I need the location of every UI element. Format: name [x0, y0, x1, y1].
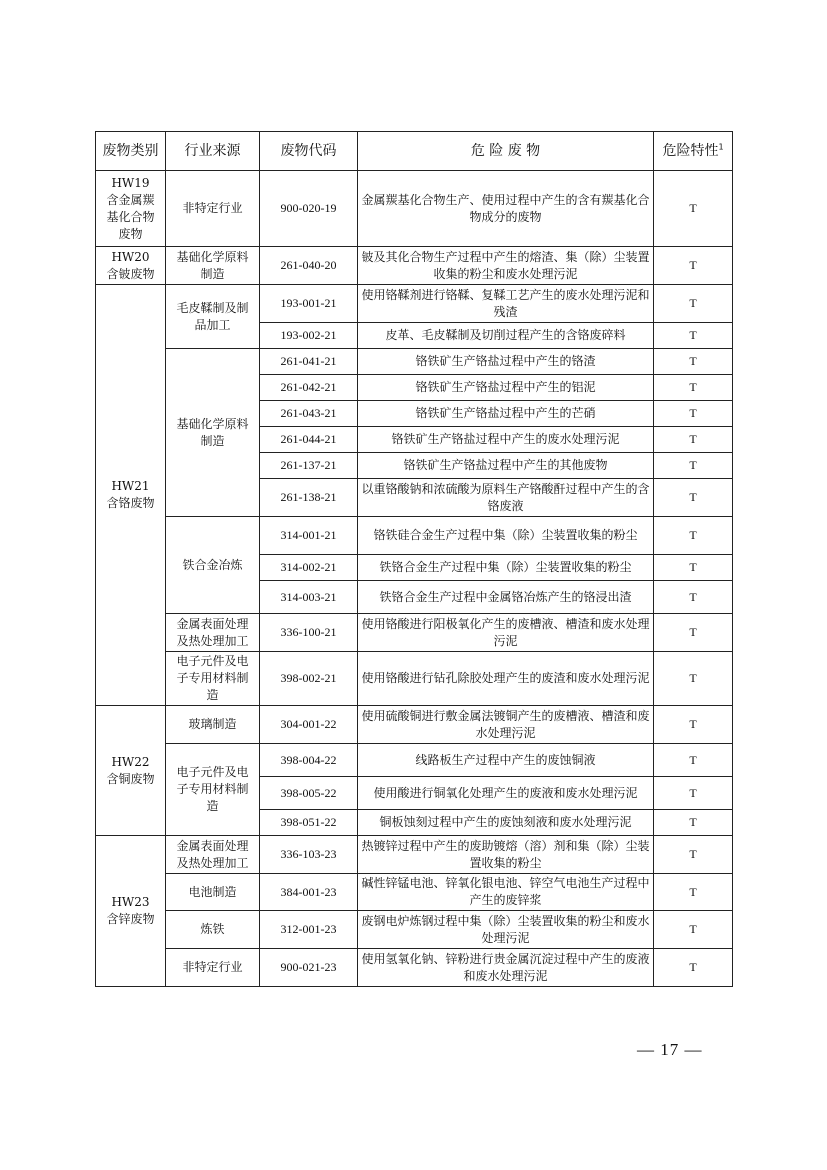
cell-waste-code: 336-103-23 — [260, 836, 358, 874]
cell-waste-code: 398-051-22 — [260, 810, 358, 836]
cell-waste-description: 铁铬合金生产过程中集（除）尘装置收集的粉尘 — [358, 555, 654, 581]
cell-waste-description: 使用铬鞣剂进行铬鞣、复鞣工艺产生的废水处理污泥和残渣 — [358, 285, 654, 323]
cell-waste-code: 261-042-21 — [260, 375, 358, 401]
header-property — [654, 132, 733, 171]
page-number: — 17 — — [637, 1040, 703, 1059]
cell-hazard-property: T — [654, 453, 733, 479]
cell-waste-code: 314-002-21 — [260, 555, 358, 581]
cell-hazard-property: T — [654, 581, 733, 614]
cell-waste-description: 铬铁矿生产铬盐过程中产生的其他废物 — [358, 453, 654, 479]
cell-hazard-property: T — [654, 874, 733, 911]
table-row — [96, 836, 733, 874]
header-industry: 行业来源 — [166, 132, 260, 171]
table-row — [96, 744, 733, 777]
cell-industry-source: 毛皮鞣制及制 品加工 — [166, 285, 260, 349]
cell-waste-description: 铜板蚀刻过程中产生的废蚀刻液和废水处理污泥 — [358, 810, 654, 836]
table-row — [96, 247, 733, 285]
table-row — [96, 949, 733, 987]
header-category: 废物类别 — [96, 132, 166, 171]
cell-waste-description: 皮革、毛皮鞣制及切削过程产生的含铬废碎料 — [358, 323, 654, 349]
cell-hazard-property: T — [654, 247, 733, 285]
cell-industry-source: 基础化学原料 制造 — [166, 247, 260, 285]
cell-hazard-property: T — [654, 777, 733, 810]
cell-hazard-property: T — [654, 323, 733, 349]
cell-waste-code: 900-020-19 — [260, 171, 358, 247]
cell-waste-description: 线路板生产过程中产生的废蚀铜液 — [358, 744, 654, 777]
cell-waste-description: 使用硫酸铜进行敷金属法镀铜产生的废槽液、槽渣和废水处理污泥 — [358, 706, 654, 744]
cell-hazard-property: T — [654, 349, 733, 375]
cell-waste-description: 使用氢氧化钠、锌粉进行贵金属沉淀过程中产生的废液和废水处理污泥 — [358, 949, 654, 987]
table-row — [96, 614, 733, 652]
table-row — [96, 911, 733, 949]
cell-industry-source: 非特定行业 — [166, 171, 260, 247]
table-row — [96, 874, 733, 911]
cell-waste-code: 398-004-22 — [260, 744, 358, 777]
cell-waste-description: 铬铁矿生产铬盐过程中产生的芒硝 — [358, 401, 654, 427]
cell-waste-description: 铬铁硅合金生产过程中集（除）尘装置收集的粉尘 — [358, 517, 654, 555]
cell-waste-code: 900-021-23 — [260, 949, 358, 987]
table-row — [96, 285, 733, 323]
cell-hazard-property: T — [654, 285, 733, 323]
cell-waste-description: 铬铁矿生产铬盐过程中产生的铬渣 — [358, 349, 654, 375]
cell-hazard-property: T — [654, 836, 733, 874]
cell-waste-code: 261-044-21 — [260, 427, 358, 453]
cell-industry-source: 炼铁 — [166, 911, 260, 949]
cell-waste-description: 以重铬酸钠和浓硫酸为原料生产铬酸酐过程中产生的含铬废液 — [358, 479, 654, 517]
cell-waste-code: 193-002-21 — [260, 323, 358, 349]
cell-waste-description: 废钢电炉炼钢过程中集（除）尘装置收集的粉尘和废水处理污泥 — [358, 911, 654, 949]
cell-waste-category: HW21 含铬废物 — [96, 285, 166, 706]
cell-hazard-property: T — [654, 810, 733, 836]
cell-industry-source: 电子元件及电 子专用材料制 造 — [166, 652, 260, 706]
cell-waste-description: 金属羰基化合物生产、使用过程中产生的含有羰基化合物成分的废物 — [358, 171, 654, 247]
cell-waste-category: HW22 含铜废物 — [96, 706, 166, 836]
cell-hazard-property: T — [654, 614, 733, 652]
cell-hazard-property: T — [654, 171, 733, 247]
cell-waste-code: 314-003-21 — [260, 581, 358, 614]
table-row — [96, 706, 733, 744]
cell-waste-description: 铍及其化合物生产过程中产生的熔渣、集（除）尘装置收集的粉尘和废水处理污泥 — [358, 247, 654, 285]
cell-hazard-property: T — [654, 949, 733, 987]
cell-industry-source: 电子元件及电 子专用材料制 造 — [166, 744, 260, 836]
cell-waste-description: 使用铬酸进行钻孔除胶处理产生的废渣和废水处理污泥 — [358, 652, 654, 706]
table-row — [96, 349, 733, 375]
cell-waste-category: HW19 含金属羰 基化合物 废物 — [96, 171, 166, 247]
cell-hazard-property: T — [654, 555, 733, 581]
cell-waste-description: 铁铬合金生产过程中金属铬冶炼产生的铬浸出渣 — [358, 581, 654, 614]
cell-waste-code: 261-043-21 — [260, 401, 358, 427]
cell-hazard-property: T — [654, 427, 733, 453]
cell-waste-code: 261-138-21 — [260, 479, 358, 517]
cell-hazard-property: T — [654, 375, 733, 401]
cell-industry-source: 电池制造 — [166, 874, 260, 911]
cell-hazard-property: T — [654, 744, 733, 777]
cell-industry-source: 金属表面处理 及热处理加工 — [166, 836, 260, 874]
cell-waste-code: 261-040-20 — [260, 247, 358, 285]
cell-hazard-property: T — [654, 706, 733, 744]
cell-hazard-property: T — [654, 479, 733, 517]
cell-waste-code: 336-100-21 — [260, 614, 358, 652]
cell-waste-code: 398-005-22 — [260, 777, 358, 810]
table-row — [96, 517, 733, 555]
cell-hazard-property: T — [654, 517, 733, 555]
table-body — [96, 171, 733, 987]
cell-waste-code: 193-001-21 — [260, 285, 358, 323]
cell-waste-description: 使用铬酸进行阳极氧化产生的废槽液、槽渣和废水处理污泥 — [358, 614, 654, 652]
header-property-label: 危险特性 — [662, 142, 719, 159]
cell-industry-source: 铁合金冶炼 — [166, 517, 260, 614]
cell-industry-source: 基础化学原料 制造 — [166, 349, 260, 517]
cell-waste-code: 304-001-22 — [260, 706, 358, 744]
cell-waste-description: 铬铁矿生产铬盐过程中产生的废水处理污泥 — [358, 427, 654, 453]
cell-industry-source: 玻璃制造 — [166, 706, 260, 744]
table-row — [96, 652, 733, 706]
cell-waste-category: HW23 含锌废物 — [96, 836, 166, 987]
cell-waste-description: 热镀锌过程中产生的废助镀熔（溶）剂和集（除）尘装置收集的粉尘 — [358, 836, 654, 874]
cell-waste-code: 384-001-23 — [260, 874, 358, 911]
cell-industry-source: 金属表面处理 及热处理加工 — [166, 614, 260, 652]
header-code: 废物代码 — [260, 132, 358, 171]
header-waste: 危 险 废 物 — [358, 132, 654, 171]
cell-industry-source: 非特定行业 — [166, 949, 260, 987]
cell-hazard-property: T — [654, 652, 733, 706]
cell-waste-code: 398-002-21 — [260, 652, 358, 706]
table-row — [96, 171, 733, 247]
cell-waste-description: 铬铁矿生产铬盐过程中产生的铝泥 — [358, 375, 654, 401]
cell-hazard-property: T — [654, 401, 733, 427]
cell-waste-code: 261-137-21 — [260, 453, 358, 479]
cell-waste-category: HW20 含铍废物 — [96, 247, 166, 285]
header-property-footnote: 1 — [718, 141, 724, 151]
cell-waste-code: 312-001-23 — [260, 911, 358, 949]
cell-waste-code: 261-041-21 — [260, 349, 358, 375]
cell-waste-code: 314-001-21 — [260, 517, 358, 555]
hazardous-waste-table — [95, 131, 733, 987]
cell-waste-description: 碱性锌锰电池、锌氧化银电池、锌空气电池生产过程中产生的废锌浆 — [358, 874, 654, 911]
table-header-row — [96, 132, 733, 171]
cell-hazard-property: T — [654, 911, 733, 949]
cell-waste-description: 使用酸进行铜氧化处理产生的废液和废水处理污泥 — [358, 777, 654, 810]
